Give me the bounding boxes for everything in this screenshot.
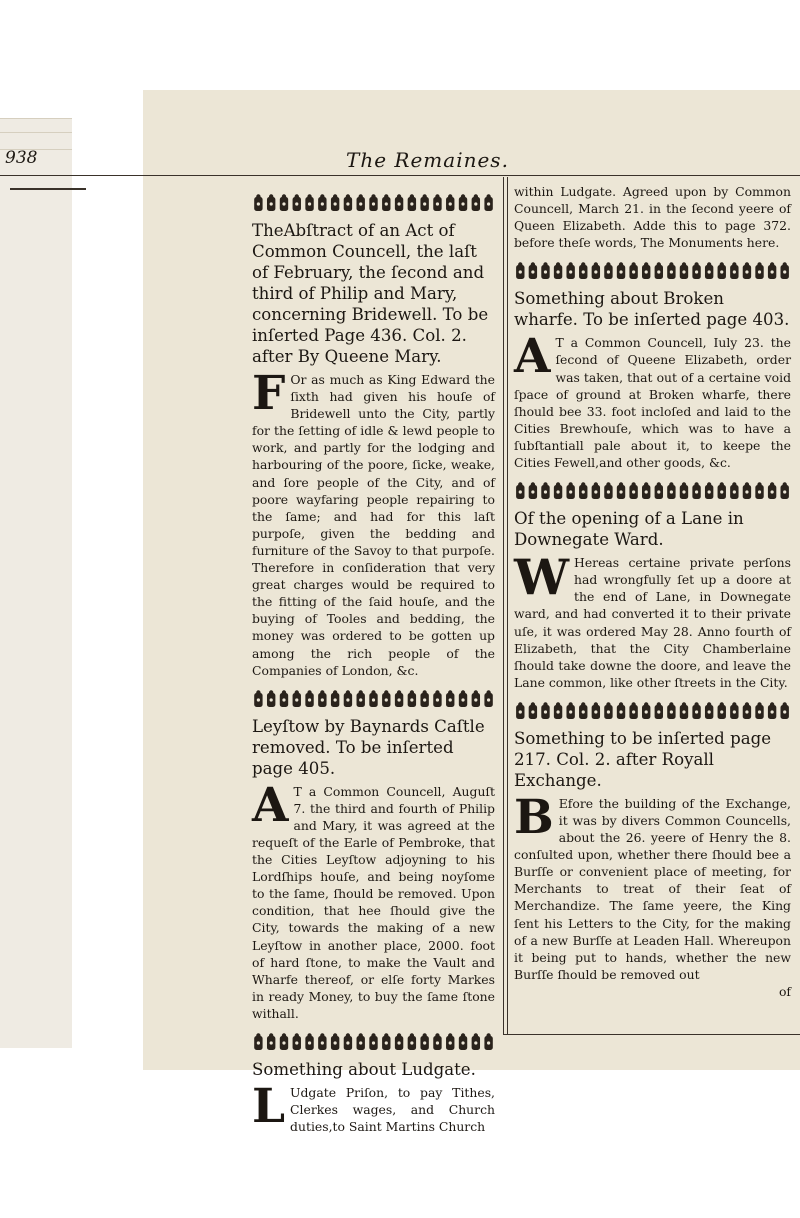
ornament-glyph [484, 194, 492, 211]
ornament-glyph [267, 1033, 275, 1050]
ornament-glyph [642, 702, 650, 719]
ornament-glyph [743, 263, 751, 280]
ornament-glyph [357, 1033, 365, 1050]
section-body: Efore the building of the Exchange, it was by divers Common Councells, about the 26. yeere of Henry the 8. conſulted upon, whether there ſhould bee a Burſſe or convenient place of meeting, for Merchants to treat of their ſeat of Merchandize. The ſame yeere, the King ſent his Letters to the City, for the making of a new Burſſe at Leaden Hall. Whereupon it being put to hands, whether the new Burſſe ſhould be removed out [514, 795, 791, 982]
section-heading: Something about Ludgate. [252, 1060, 476, 1079]
ornament-glyph [472, 194, 480, 211]
ornament-glyph [408, 194, 416, 211]
ornament-glyph [541, 263, 549, 280]
ornament-glyph [331, 1033, 339, 1050]
ornament-band [514, 701, 791, 723]
ornament-glyph [254, 194, 262, 211]
ornament-glyph [318, 1033, 326, 1050]
ornament-glyph [692, 482, 700, 499]
ornament-glyph [705, 263, 713, 280]
page-edge [0, 118, 72, 1048]
ornament-glyph [331, 690, 339, 707]
drop-cap: A [514, 329, 551, 385]
ornament-glyph [680, 702, 688, 719]
ornament-glyph [705, 482, 713, 499]
ornament-glyph [755, 263, 763, 280]
ornament-glyph [318, 690, 326, 707]
ornament-glyph [369, 194, 377, 211]
ornament-glyph [357, 194, 365, 211]
ornament-glyph [267, 194, 275, 211]
ornament-glyph [369, 1033, 377, 1050]
ornament-glyph [344, 1033, 352, 1050]
ornament-glyph [579, 482, 587, 499]
section-heading: Something to be inſerted page 217. Col. 2. after Royall Exchange. [514, 728, 772, 790]
ornament-glyph [566, 482, 574, 499]
ornament-glyph [604, 702, 612, 719]
ornament-glyph [420, 690, 428, 707]
drop-cap: A [252, 777, 289, 833]
ornament-glyph [420, 194, 428, 211]
ornament-band [252, 1032, 495, 1054]
ornament-glyph [743, 702, 751, 719]
column-rule-inner [507, 177, 508, 1034]
ornament-glyph [541, 482, 549, 499]
ornament-glyph [344, 690, 352, 707]
ornament-glyph [382, 690, 390, 707]
ornament-glyph [743, 482, 751, 499]
column-rule [503, 177, 504, 1034]
ornament-glyph [408, 1033, 416, 1050]
ornament-glyph [305, 1033, 313, 1050]
ornament-glyph [617, 482, 625, 499]
section-body: Udgate Priſon, to pay Tithes, Clerkes wages, and Church duties,to Saint Martins Church [290, 1085, 495, 1135]
ornament-glyph [730, 482, 738, 499]
ornament-glyph [692, 702, 700, 719]
catchword: of [778, 983, 791, 999]
section-heading: Something about Broken wharfe. To be inſerted page 403. [514, 289, 790, 330]
ornament-glyph [420, 1033, 428, 1050]
ornament-glyph [293, 1033, 301, 1050]
ornament-glyph [433, 1033, 441, 1050]
ornament-glyph [459, 1033, 467, 1050]
ornament-glyph [604, 482, 612, 499]
ornament-glyph [629, 482, 637, 499]
ornament-glyph [566, 702, 574, 719]
ornament-glyph [768, 263, 776, 280]
ornament-glyph [305, 690, 313, 707]
ornament-glyph [446, 1033, 454, 1050]
ornament-band [252, 193, 495, 215]
drop-cap: B [514, 789, 554, 845]
ornament-band [514, 481, 791, 503]
ornament-glyph [680, 263, 688, 280]
ornament-glyph [667, 702, 675, 719]
ornament-glyph [629, 702, 637, 719]
continued-text: within Ludgate. Agreed upon by Common Councell, March 21. in the ſecond yeere of Queen Elizabeth. Adde this to page 372. before theſe words, The Monuments here. [514, 184, 791, 251]
ornament-glyph [382, 1033, 390, 1050]
ornament-glyph [382, 194, 390, 211]
ornament-glyph [446, 194, 454, 211]
ornament-glyph [254, 690, 262, 707]
ornament-glyph [768, 702, 776, 719]
ornament-glyph [781, 482, 789, 499]
ornament-glyph [755, 482, 763, 499]
ornament-glyph [680, 482, 688, 499]
ornament-glyph [629, 263, 637, 280]
ornament-glyph [344, 194, 352, 211]
bottom-rule [503, 1034, 800, 1035]
ornament-band [514, 261, 791, 283]
ornament-glyph [718, 702, 726, 719]
ornament-glyph [655, 263, 663, 280]
ornament-glyph [554, 702, 562, 719]
ornament-glyph [730, 263, 738, 280]
ornament-glyph [516, 702, 524, 719]
section-heading: Leyſtow by Baynards Caſtle removed. To be inſerted page 405. [252, 716, 485, 778]
ornament-glyph [472, 1033, 480, 1050]
ornament-glyph [293, 194, 301, 211]
ornament-glyph [554, 263, 562, 280]
ornament-glyph [730, 702, 738, 719]
ornament-glyph [369, 690, 377, 707]
ornament-glyph [541, 702, 549, 719]
right-column [514, 183, 791, 1000]
drop-cap: W [514, 548, 570, 607]
ornament-glyph [305, 194, 313, 211]
ornament-glyph [667, 482, 675, 499]
ornament-glyph [718, 482, 726, 499]
ornament-glyph [781, 702, 789, 719]
ornament-glyph [408, 690, 416, 707]
ornament-glyph [617, 263, 625, 280]
section-heading: TheAbſtract of an Act of Common Councell, the laſt of February, the ſecond and third of Philip and Mary, concerning Bridewell. To be inſerted Page 436. Col. 2. after By Queene Mary. [252, 221, 489, 366]
ornament-glyph [768, 482, 776, 499]
ornament-glyph [395, 1033, 403, 1050]
header-rule-short [10, 188, 86, 190]
ornament-glyph [395, 194, 403, 211]
section-body: Or as much as King Edward the ſixth had given his houſe of Bridewell unto the City, partly for the ſetting of idle & lewd people to work, and partly for the lodging and harbouring of the poore, ſicke, weake, and ſore people of the City, and of poore wayfaring people repairing to the ſame; and had for this laſt purpoſe, given the bedding and furniture of the Savoy to that purpoſe. Therefore in conſideration that very great charges would be required to the fitting of the ſaid houſe, and the buying of Tooles and bedding, the money was ordered to be gotten up among the rich people of the Companies of London, &c. [252, 372, 495, 678]
ornament-glyph [604, 263, 612, 280]
ornament-glyph [516, 482, 524, 499]
drop-cap: L [252, 1079, 286, 1134]
ornament-glyph [331, 194, 339, 211]
ornament-glyph [554, 482, 562, 499]
ornament-glyph [516, 263, 524, 280]
ornament-glyph [459, 690, 467, 707]
ornament-glyph [293, 690, 301, 707]
ornament-glyph [529, 482, 537, 499]
page-number: 938 [5, 148, 38, 168]
ornament-glyph [718, 263, 726, 280]
ornament-glyph [529, 263, 537, 280]
ornament-glyph [667, 263, 675, 280]
ornament-glyph [655, 482, 663, 499]
ornament-glyph [433, 194, 441, 211]
section-heading: Of the opening of a Lane in Downegate Ward. [514, 509, 744, 550]
ornament-glyph [781, 263, 789, 280]
ornament-glyph [318, 194, 326, 211]
ornament-glyph [446, 690, 454, 707]
ornament-glyph [357, 690, 365, 707]
ornament-glyph [254, 1033, 262, 1050]
ornament-glyph [267, 690, 275, 707]
ornament-glyph [484, 1033, 492, 1050]
ornament-glyph [692, 263, 700, 280]
ornament-glyph [566, 263, 574, 280]
header-rule [0, 175, 800, 176]
section-body: T a Common Councell, Auguſt 7. the third and fourth of Philip and Mary, it was agreed at the requeſt of the Earle of Pembroke, that the Cities Leyſtow adjoyning to his Lordſhips houſe, and being noyſome to the ſame, ſhould be removed. Upon condition, that hee ſhould give the City, towards the making of a new Leyſtow in another place, 2000. foot of hard ſtone, to make the Vault and Wharfe thereof, or elſe forty Markes in ready Money, to buy the ſame ſtone withall. [252, 783, 495, 1021]
left-column [252, 183, 495, 1135]
section-body: T a Common Councell, Iuly 23. the ſecond of Queene Elizabeth, order was taken, that out of a certaine void ſpace of ground at Broken wharfe, there ſhould bee 33. foot incloſed and laid to the Cities Brewhouſe, which was to have a ſubſtantiall pale about it, to keepe the Cities Fewell,and other goods, &c. [514, 335, 791, 471]
ornament-glyph [592, 702, 600, 719]
ornament-glyph [642, 482, 650, 499]
ornament-glyph [655, 702, 663, 719]
section-body: Hereas certaine private perſons had wrongfully ſet up a doore at the end of Lane, in Downegate ward, and had converted it to their private uſe, it was ordered May 28. Anno fourth of Elizabeth, that the City Chamberlaine ſhould take downe the doore, and leave the Lane common, like other ſtreets in the City. [514, 555, 791, 690]
ornament-glyph [395, 690, 403, 707]
ornament-glyph [592, 263, 600, 280]
ornament-glyph [459, 194, 467, 211]
ornament-glyph [642, 263, 650, 280]
ornament-glyph [755, 702, 763, 719]
ornament-glyph [484, 690, 492, 707]
ornament-glyph [705, 702, 713, 719]
running-title: The Remaines. [346, 148, 509, 172]
ornament-band [252, 689, 495, 711]
ornament-glyph [592, 482, 600, 499]
ornament-glyph [433, 690, 441, 707]
ornament-glyph [579, 702, 587, 719]
ornament-glyph [280, 690, 288, 707]
drop-cap: F [252, 366, 286, 421]
ornament-glyph [529, 702, 537, 719]
ornament-glyph [280, 1033, 288, 1050]
ornament-glyph [472, 690, 480, 707]
ornament-glyph [579, 263, 587, 280]
ornament-glyph [280, 194, 288, 211]
ornament-glyph [617, 702, 625, 719]
